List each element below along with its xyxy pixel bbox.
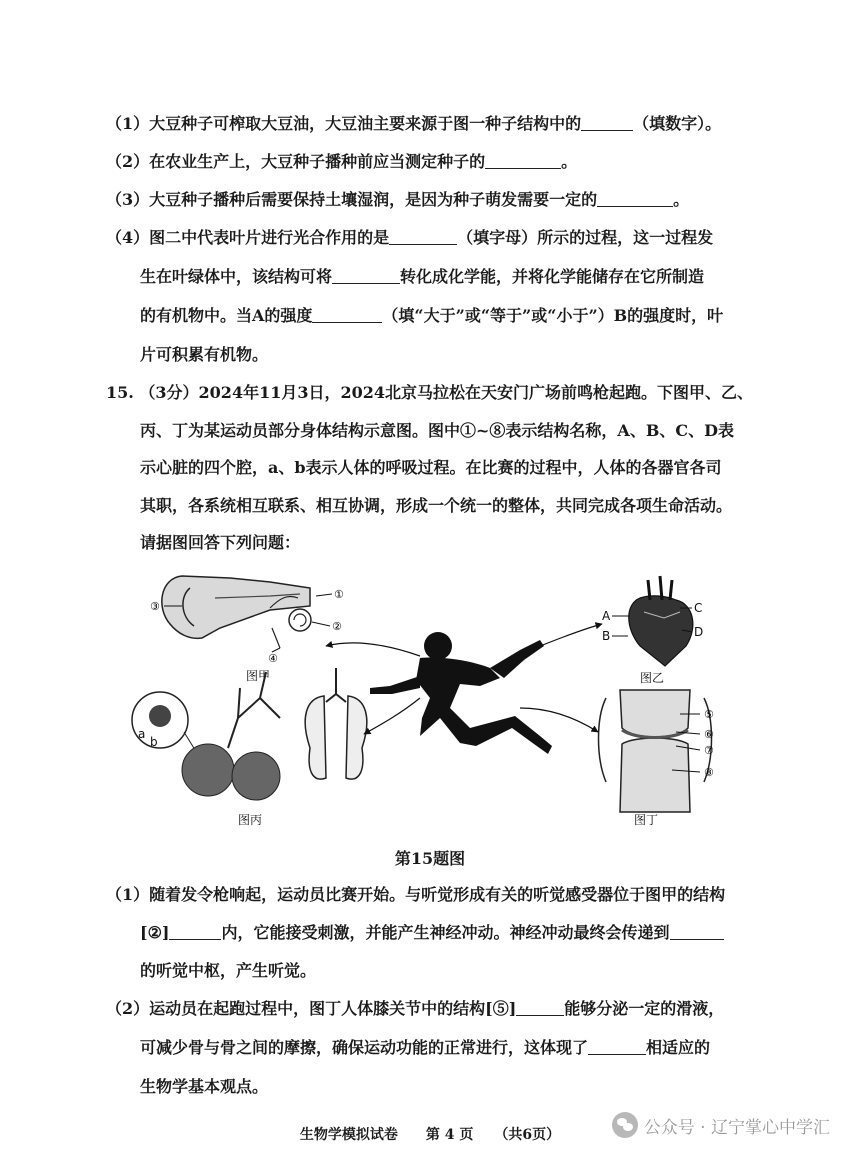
label-8: ⑧ [704,766,714,779]
q15-stem-1 [106,381,753,405]
q15-part2 [106,997,724,1021]
label-3: ③ [150,600,160,613]
text: （4）图二中代表叶片进行光合作用的是 [106,228,390,247]
ear-diagram [162,576,311,648]
answer-blank[interactable] [670,923,724,940]
text: （填数字）。 [633,114,722,133]
q14-part4-line3 [140,304,723,328]
text: 15. （3分）2024年11月3日，2024北京马拉松在天安门广场前鸣枪起跑。下图甲、乙、 [106,383,754,402]
text: （1）随着发令枪响起，运动员比赛开始。与听觉形成有关的听觉感受器位于图甲的结构 [106,885,726,904]
text: 生物学基本观点。 [140,1077,269,1096]
q15-part1-line2 [140,921,724,945]
text: 可减少骨与骨之间的摩擦，确保运动功能的正常进行，这体现了 [140,1038,589,1057]
q14-part1 [106,112,721,136]
q14-part4 [106,226,713,250]
q15-figure [120,568,750,840]
text: 的听觉中枢，产生听觉。 [140,961,317,980]
q15-part2-line2 [140,1036,710,1060]
answer-blank[interactable] [597,190,673,207]
text: 内，它能接受刺激，并能产生神经冲动。神经冲动最终会传递到 [221,923,670,942]
label-B: B [602,629,611,643]
label-D: D [694,625,704,639]
text: （1）大豆种子可榨取大豆油，大豆油主要来源于图一种子结构中的 [106,114,582,133]
text: [②] [140,923,170,942]
label-A: A [602,609,611,623]
arrow-to-ear [326,643,420,656]
text: （填字母）所示的过程，这一过程发 [457,228,714,247]
label-7: ⑦ [704,744,714,757]
page-footer: 生物学模拟试卷 第 4 页 （共6页） [299,1127,561,1143]
answer-blank[interactable] [516,999,564,1016]
answer-blank[interactable] [588,1038,646,1055]
q14-part4-line4 [140,343,268,367]
q15-part2-line3 [140,1075,268,1099]
q15-part1-line3 [140,959,316,983]
answer-blank[interactable] [312,306,382,323]
text: 的有机物中。当A的强度 [140,306,313,325]
q15-part1 [106,883,725,907]
leader-line [312,622,330,626]
label-yi: 图乙 [640,671,665,685]
q15-stem-2 [140,419,734,443]
text: （2）在农业生产上，大豆种子播种前应当测定种子的 [106,152,486,171]
answer-blank[interactable] [332,267,400,284]
text: 其职，各系统相互联系、相互协调，形成一个统一的整体，共同完成各项生命活动。 [140,496,733,515]
label-a: a [138,727,146,741]
label-5: ⑤ [704,708,714,721]
text: 示心脏的四个腔，a、b表示人体的呼吸过程。在比赛的过程中，人体的各器官各司 [140,458,722,477]
answer-blank[interactable] [389,228,457,245]
leader-line [316,594,332,596]
text: （3）大豆种子播种后需要保持土壤湿润，是因为种子萌发需要一定的 [106,190,598,209]
q14-part4-line2 [140,265,704,289]
label-bing: 图丙 [238,813,263,827]
text: 。 [561,152,578,171]
text: （填“大于”或“等于”或“小于”）B的强度时，叶 [382,306,724,325]
arrow-to-heart [510,624,602,658]
heart-diagram [629,576,693,666]
watermark-text: 公众号 · 辽宁掌心中学汇 [643,1117,830,1138]
label-1: ① [334,588,344,601]
text: 转化成化学能，并将化学能储存在它所制造 [400,267,705,286]
answer-blank[interactable] [169,923,221,940]
q14-part2 [106,150,577,174]
text: （2）运动员在起跑过程中，图丁人体膝关节中的结构[⑤] [106,999,517,1018]
q14-part3 [106,188,689,212]
text: 。 [673,190,690,209]
label-6: ⑥ [704,728,714,741]
text: 丙、丁为某运动员部分身体结构示意图。图中①~⑧表示结构名称，A、B、C、D表 [140,421,734,440]
answer-blank[interactable] [581,114,633,131]
label-2: ② [332,620,342,633]
watermark [612,1112,830,1138]
answer-blank[interactable] [485,152,561,169]
knee-joint-diagram [599,690,712,812]
arrow-to-knee [520,708,598,732]
q15-stem-3 [140,456,722,480]
text: 请据图回答下列问题： [140,533,301,552]
label-b: b [150,735,158,749]
text: 能够分泌一定的滑液， [564,999,725,1018]
label-C: C [694,601,703,615]
lung-diagram [132,668,367,800]
q15-stem-4 [140,494,732,518]
label-ding: 图丁 [634,813,659,827]
figure-caption: 第15题图 [394,849,466,868]
label-jia: 图甲 [246,669,271,683]
runner-silhouette [370,632,552,754]
wechat-icon [612,1112,638,1138]
q15-stem-5 [140,531,300,555]
arrow-to-lungs [364,698,420,734]
label-4: ④ [268,652,278,665]
text: 生在叶绿体中，该结构可将 [140,267,333,286]
text: 相适应的 [646,1038,711,1057]
text: 片可积累有机物。 [140,345,269,364]
